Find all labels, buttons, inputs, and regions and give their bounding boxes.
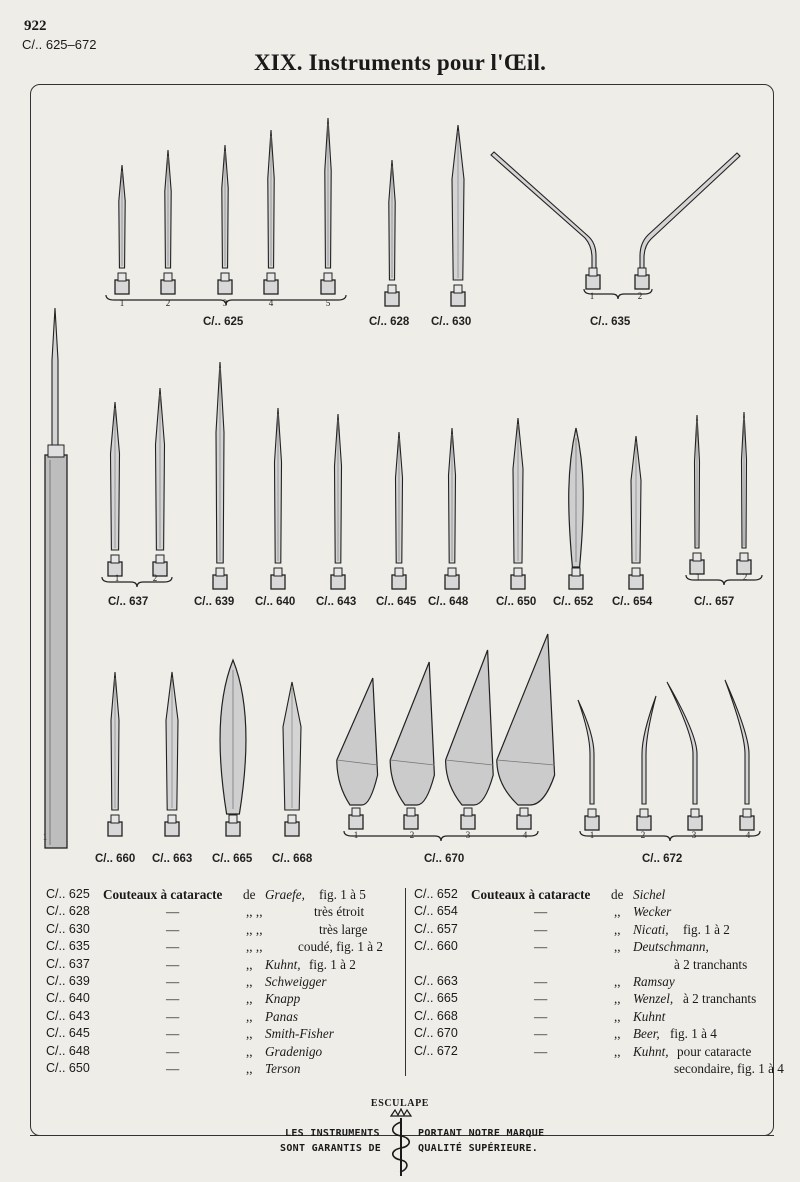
ferrule [445, 575, 459, 589]
legend-row [414, 903, 774, 920]
fig-number: 1 [695, 572, 701, 582]
figure-caption: C/.. 650 [496, 596, 537, 608]
legend-detail: fig. 1 à 5 [319, 887, 366, 902]
figure-caption: C/.. 670 [424, 853, 465, 865]
legend-ditto-marks: ,, [614, 991, 621, 1007]
figure-caption: C/.. 645 [376, 596, 417, 608]
neck [572, 568, 580, 576]
legend-detail: à 2 tranchants [683, 991, 757, 1007]
legend-row [414, 990, 774, 1007]
legend-row [414, 973, 774, 990]
legend-ditto-dash: — [166, 1060, 180, 1076]
figure-caption: C/.. 657 [694, 596, 735, 608]
legend-ditto-marks: ,, [614, 1008, 621, 1024]
legend-ditto-dash: — [534, 991, 548, 1007]
blade [725, 680, 749, 804]
neck [638, 268, 646, 276]
legend-code: C/.. 645 [46, 1026, 90, 1041]
figure-caption: C/.. 660 [95, 853, 136, 865]
neck [288, 815, 296, 823]
neck [520, 808, 528, 816]
knife-670 [497, 634, 555, 829]
blade [52, 308, 58, 445]
fig-number: 2 [637, 291, 643, 301]
ferrule [404, 815, 418, 829]
neck [395, 568, 403, 576]
legend-inventor: Kuhnt [633, 1008, 666, 1024]
legend-inventor: Sichel [633, 887, 666, 902]
legend-row [414, 921, 774, 938]
knife-654 [629, 436, 643, 589]
legend-divider [405, 888, 406, 1076]
legend-ditto-dash: — [534, 921, 548, 937]
legend-inventor: Knapp [265, 991, 301, 1007]
legend-inventor: Schweigger [265, 973, 327, 989]
legend-inventor: Panas [265, 1008, 298, 1024]
legend-inventor: Kuhnt, [633, 1043, 669, 1059]
ferrule [635, 275, 649, 289]
legend-code: C/.. 670 [414, 1026, 458, 1041]
ferrule [740, 816, 754, 830]
knife-637 [108, 402, 122, 576]
legend-row [46, 1025, 406, 1042]
figure-caption: C/.. 643 [316, 596, 357, 608]
legend-ditto-marks: ,, ,, [246, 921, 263, 937]
legend-row [46, 990, 406, 1007]
figure-caption: C/.. 652 [553, 596, 594, 608]
legend-ditto-dash: — [166, 939, 180, 955]
legend-row [414, 1060, 784, 1077]
legend-detail: coudé, fig. 1 à 2 [298, 939, 383, 955]
legend-code: C/.. 635 [46, 939, 90, 954]
legend-ditto-dash: — [534, 939, 548, 955]
legend-ditto-marks: ,, [614, 921, 621, 937]
fig-number: 1 [42, 832, 48, 842]
knife-645 [392, 432, 406, 589]
figure-caption: C/.. 640 [255, 596, 296, 608]
knife-672 [725, 680, 754, 830]
legend-row [414, 1008, 774, 1025]
ferrule [517, 815, 531, 829]
legend-instrument-type: Couteaux à cataracte [103, 887, 223, 902]
legend-code: C/.. 654 [414, 904, 458, 919]
fig-number: 4 [522, 830, 528, 840]
figure-caption: C/.. 637 [108, 596, 149, 608]
neck [267, 273, 275, 281]
knife-670 [446, 650, 494, 829]
legend-row [46, 1060, 406, 1077]
ferrule [586, 275, 600, 289]
guarantee-left-line-1: LES INSTRUMENTS [285, 1128, 380, 1139]
ferrule [165, 822, 179, 836]
legend-inventor: Smith-Fisher [265, 1026, 334, 1042]
legend-ditto-dash: — [166, 1026, 180, 1042]
figure-caption: C/.. 672 [642, 853, 683, 865]
legend-detail: pour cataracte [677, 1043, 752, 1059]
knife-625 [264, 130, 278, 294]
legend-row [46, 938, 406, 955]
legend-detail: fig. 1 à 4 [670, 1026, 717, 1042]
legend-row [46, 956, 406, 973]
knife-625 [115, 165, 129, 294]
legend-row [46, 1043, 406, 1060]
figure-caption: C/.. 665 [212, 853, 253, 865]
knife-640 [271, 408, 285, 589]
neck [588, 809, 596, 817]
knife-672 [667, 682, 702, 830]
ferrule [688, 816, 702, 830]
knife-650 [511, 418, 525, 589]
legend-inventor: Beer, [633, 1026, 660, 1042]
knife-643 [331, 414, 345, 589]
legend-continuation: secondaire, fig. 1 à 4 [674, 1060, 784, 1076]
legend-ditto-dash: — [166, 973, 180, 989]
legend-code: C/.. 640 [46, 991, 90, 1006]
page-title: XIX. Instruments pour l'Œil. [253, 50, 547, 75]
fig-number: 3 [222, 298, 228, 308]
knife-670 [337, 678, 378, 829]
ferrule [349, 815, 363, 829]
guarantee-right-line-2: QUALITÉ SUPÉRIEURE. [418, 1143, 539, 1154]
knife-668 [283, 682, 301, 836]
figure-caption: C/.. 628 [369, 316, 410, 328]
figure-caption: C/.. 663 [152, 853, 193, 865]
legend-detail: fig. 1 à 2 [683, 921, 730, 937]
guarantee-left-line-2: SONT GARANTIS DE [280, 1143, 382, 1154]
neck [407, 808, 415, 816]
legend-inventor: Kuhnt, [265, 956, 301, 972]
legend-code: C/.. 643 [46, 1008, 90, 1023]
legend-code: C/.. 637 [46, 956, 90, 971]
knife-652 [569, 428, 584, 589]
legend-code: C/.. 657 [414, 921, 458, 936]
legend-row [414, 1025, 774, 1042]
legend-inventor: Deutschmann, [633, 939, 709, 955]
knife-672 [637, 696, 656, 830]
blade [337, 678, 378, 805]
ferrule [321, 280, 335, 294]
legend-code: C/.. 660 [414, 939, 458, 954]
legend-code: C/.. 628 [46, 904, 90, 919]
figure-caption: C/.. 668 [272, 853, 313, 865]
knife-625 [321, 118, 335, 294]
neck [111, 555, 119, 563]
neck [274, 568, 282, 576]
ferrule [264, 280, 278, 294]
figure-brace [344, 831, 538, 841]
footer-rule-right [540, 1135, 774, 1136]
legend-ditto-marks: ,, [246, 1043, 253, 1059]
legend-ditto-marks: ,, [246, 973, 253, 989]
ferrule [115, 280, 129, 294]
knife-670 [390, 662, 434, 829]
legend-row [414, 1043, 774, 1060]
legend-ditto-dash: — [166, 956, 180, 972]
fig-number: 1 [119, 298, 125, 308]
figure-caption: C/.. 639 [194, 596, 235, 608]
fig-number: 4 [745, 830, 751, 840]
neck [324, 273, 332, 281]
neck [216, 568, 224, 576]
blade [491, 152, 596, 268]
fig-number: 5 [325, 298, 331, 308]
page-number: 922 [24, 18, 47, 34]
blade [642, 696, 656, 804]
legend-code: C/.. 648 [46, 1043, 90, 1058]
legend-code: C/.. 650 [46, 1060, 90, 1075]
neck [221, 273, 229, 281]
legend-ditto-dash: — [166, 904, 180, 920]
neck [164, 273, 172, 281]
ferrule [271, 575, 285, 589]
collar [48, 445, 64, 457]
fig-number: 1 [589, 291, 595, 301]
legend-ditto-dash: — [166, 991, 180, 1007]
ferrule [629, 575, 643, 589]
legend-row [46, 886, 406, 903]
neck [743, 809, 751, 817]
knife-663 [165, 672, 179, 836]
legend-row [414, 956, 774, 973]
legend-code: C/.. 668 [414, 1008, 458, 1023]
legend-left-column [46, 886, 406, 1077]
neck [388, 285, 396, 293]
legend-detail: très étroit [314, 904, 365, 920]
neck [464, 808, 472, 816]
fig-number: 1 [114, 573, 120, 583]
neck [448, 568, 456, 576]
legend-instrument-type: Couteaux à cataracte [471, 887, 591, 902]
ferrule [331, 575, 345, 589]
neck [454, 285, 462, 293]
legend-ditto-marks: ,, ,, [246, 904, 263, 920]
figure-brace [102, 577, 172, 587]
knife-625 [161, 150, 175, 294]
legend-code: C/.. 652 [414, 887, 458, 901]
legend-inventor: Graefe, [265, 887, 305, 902]
legend-row [46, 903, 406, 920]
legend-code: C/.. 625 [46, 887, 90, 901]
legend-inventor: Nicati, [633, 921, 669, 937]
blade [640, 153, 740, 268]
neck [632, 568, 640, 576]
neck [514, 568, 522, 576]
fig-number: 3 [465, 830, 471, 840]
legend-row [46, 921, 406, 938]
legend-continuation: à 2 tranchants [674, 956, 748, 972]
legend-code: C/.. 663 [414, 973, 458, 988]
figure-caption: C/.. 648 [428, 596, 469, 608]
legend-ditto-dash: — [534, 904, 548, 920]
neck [693, 553, 701, 561]
legend-ditto-marks: ,, [246, 1060, 253, 1076]
knife-628 [385, 160, 399, 306]
ferrule [213, 575, 227, 589]
legend-ditto-marks: ,, [614, 1043, 621, 1059]
legend-de: de [243, 887, 256, 902]
legend-row [46, 1008, 406, 1025]
guarantee-right-line-1: PORTANT NOTRE MARQUE [418, 1128, 545, 1139]
blade [497, 634, 555, 805]
knife-637 [153, 388, 167, 576]
legend-ditto-marks: ,, [614, 973, 621, 989]
knife-635 [491, 152, 740, 268]
legend-ditto-marks: ,, [246, 991, 253, 1007]
knife-657 [690, 415, 704, 574]
legend-ditto-marks: ,, [614, 939, 621, 955]
brand-name: ESCULAPE [370, 1098, 430, 1109]
knife-625 [218, 145, 232, 294]
knife-665 [220, 660, 246, 836]
ferrule [385, 292, 399, 306]
legend-inventor: Wenzel, [633, 991, 674, 1007]
fig-number: 2 [165, 298, 171, 308]
neck [352, 808, 360, 816]
legend-row [414, 886, 774, 903]
legend-detail: très large [319, 921, 368, 937]
neck [168, 815, 176, 823]
neck [691, 809, 699, 817]
ferrule [569, 575, 583, 589]
knife-639 [213, 362, 227, 589]
figure-brace [580, 831, 760, 841]
neck [589, 268, 597, 276]
neck [740, 553, 748, 561]
legend-inventor: Gradenigo [265, 1043, 323, 1059]
legend-row [46, 973, 406, 990]
knife-648 [445, 428, 459, 589]
legend-code: C/.. 630 [46, 921, 90, 936]
ferrule [226, 822, 240, 836]
legend-ditto-dash: — [166, 1008, 180, 1024]
fig-number: 2 [409, 830, 415, 840]
legend-code: C/.. 665 [414, 991, 458, 1006]
catalog-range: C/.. 625–672 [22, 37, 97, 52]
fig-number: 1 [589, 830, 595, 840]
fig-number: 1 [353, 830, 359, 840]
neck [111, 815, 119, 823]
neck [156, 555, 164, 563]
legend-ditto-marks: ,, [246, 956, 253, 972]
neck [334, 568, 342, 576]
ferrule [392, 575, 406, 589]
handle [42, 455, 67, 848]
legend-ditto-marks: ,, [246, 1026, 253, 1042]
legend-ditto-dash: — [166, 1043, 180, 1059]
knife-657 [737, 412, 751, 574]
legend-row [414, 938, 774, 955]
legend-ditto-dash: — [534, 1008, 548, 1024]
blade [667, 682, 697, 804]
fig-number: 2 [742, 572, 748, 582]
figure-caption: C/.. 635 [590, 316, 631, 328]
long-handle-knife [42, 308, 67, 848]
fig-number: 4 [268, 298, 274, 308]
caduceus-trademark-logo [386, 1108, 416, 1178]
legend-ditto-dash: — [534, 1043, 548, 1059]
legend-detail: fig. 1 à 2 [309, 956, 356, 972]
footer-rule-left [30, 1135, 280, 1136]
legend-inventor: Terson [265, 1060, 301, 1076]
figure-caption: C/.. 625 [203, 316, 244, 328]
legend-ditto-dash: — [534, 1026, 548, 1042]
fig-number: 2 [152, 573, 158, 583]
knife-660 [108, 672, 122, 836]
legend-ditto-marks: ,, [246, 1008, 253, 1024]
legend-ditto-dash: — [534, 973, 548, 989]
ferrule [108, 822, 122, 836]
legend-ditto-marks: ,, [614, 904, 621, 920]
legend-inventor: Wecker [633, 904, 672, 920]
figure-caption: C/.. 630 [431, 316, 472, 328]
knife-630 [451, 125, 465, 306]
fig-number: 2 [640, 830, 646, 840]
ferrule [637, 816, 651, 830]
legend-code: C/.. 672 [414, 1043, 458, 1058]
blade [390, 662, 434, 805]
figure-caption: C/.. 654 [612, 596, 653, 608]
blade [578, 700, 594, 804]
legend-ditto-marks: ,, ,, [246, 939, 263, 955]
legend-code: C/.. 639 [46, 973, 90, 988]
knife-672 [578, 700, 599, 830]
ferrule [285, 822, 299, 836]
neck [640, 809, 648, 817]
ferrule [585, 816, 599, 830]
ferrule [461, 815, 475, 829]
ferrule [511, 575, 525, 589]
neck [229, 815, 237, 823]
ferrule [161, 280, 175, 294]
legend-ditto-marks: ,, [614, 1026, 621, 1042]
neck [118, 273, 126, 281]
legend-ditto-dash: — [166, 921, 180, 937]
legend-de: de [611, 887, 624, 902]
ferrule [218, 280, 232, 294]
fig-number: 3 [691, 830, 697, 840]
ferrule [451, 292, 465, 306]
blade [446, 650, 494, 805]
legend-inventor: Ramsay [633, 973, 675, 989]
legend-right-column [414, 886, 784, 1077]
